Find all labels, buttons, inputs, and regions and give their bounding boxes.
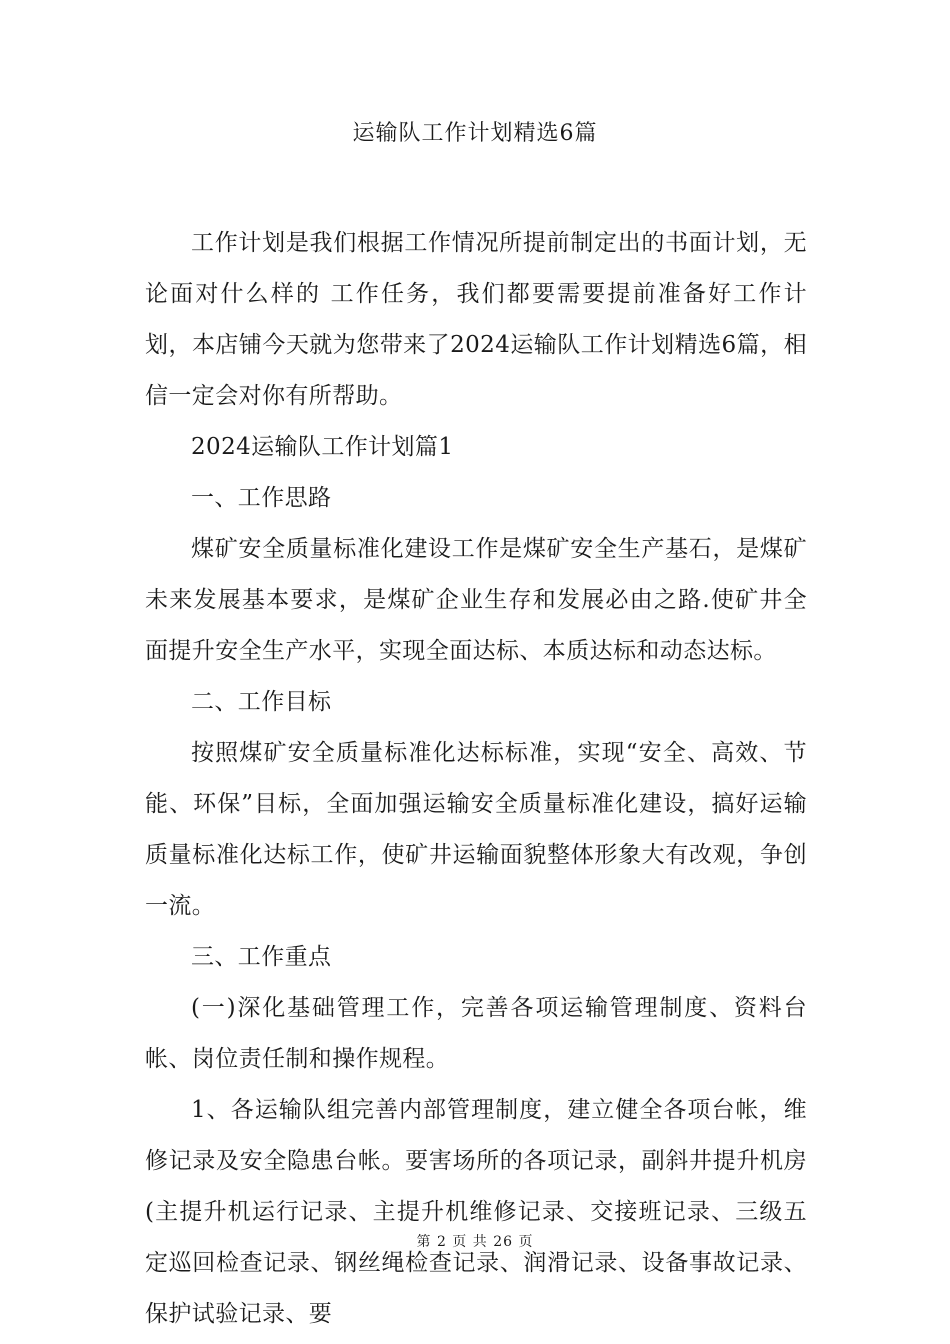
heading-work-goals: 二、工作目标: [191, 689, 332, 715]
page-number-footer: 第 2 页 共 26 页: [416, 1234, 534, 1250]
paragraph-work-goals: 按照煤矿安全质量标准化达标标准，实现“安全、高效、节能、环保”目标，全面加强运输安全质量标准化建设，搞好运输质量标准化达标工作，使矿井运输面貌整体形象大有改观，争创一流。: [145, 740, 807, 919]
heading-work-focus: 三、工作重点: [191, 944, 332, 970]
document-body: [145, 218, 807, 1340]
heading-work-approach: 一、工作思路: [191, 485, 332, 511]
paragraph-focus-item-1: (一)深化基础管理工作，完善各项运输管理制度、资料台帐、岗位责任制和操作规程。: [145, 995, 807, 1072]
section-heading-plan-1: 2024运输队工作计划篇1: [191, 434, 454, 460]
intro-paragraph: 工作计划是我们根据工作情况所提前制定出的书面计划，无论面对什么样的 工作任务，我们都要需要提前准备好工作计划，本店铺今天就为您带来了2024运输队工作计划精选6篇，相信一定会对你有所帮助。: [145, 230, 807, 409]
document-title: 运输队工作计划精选6篇: [352, 121, 598, 146]
paragraph-work-approach: 煤矿安全质量标准化建设工作是煤矿安全生产基石，是煤矿未来发展基本要求，是煤矿企业生存和发展必由之路.使矿井全面提升安全生产水平，实现全面达标、本质达标和动态达标。: [145, 536, 807, 664]
paragraph-focus-subitem-1: 1、各运输队组完善内部管理制度，建立健全各项台帐，维修记录及安全隐患台帐。要害场所的各项记录，副斜井提升机房(主提升机运行记录、主提升机维修记录、交接班记录、三级五定巡回检查记录、钢丝绳检查记录、润滑记录、设备事故记录、保护试验记录、要: [145, 1097, 807, 1327]
